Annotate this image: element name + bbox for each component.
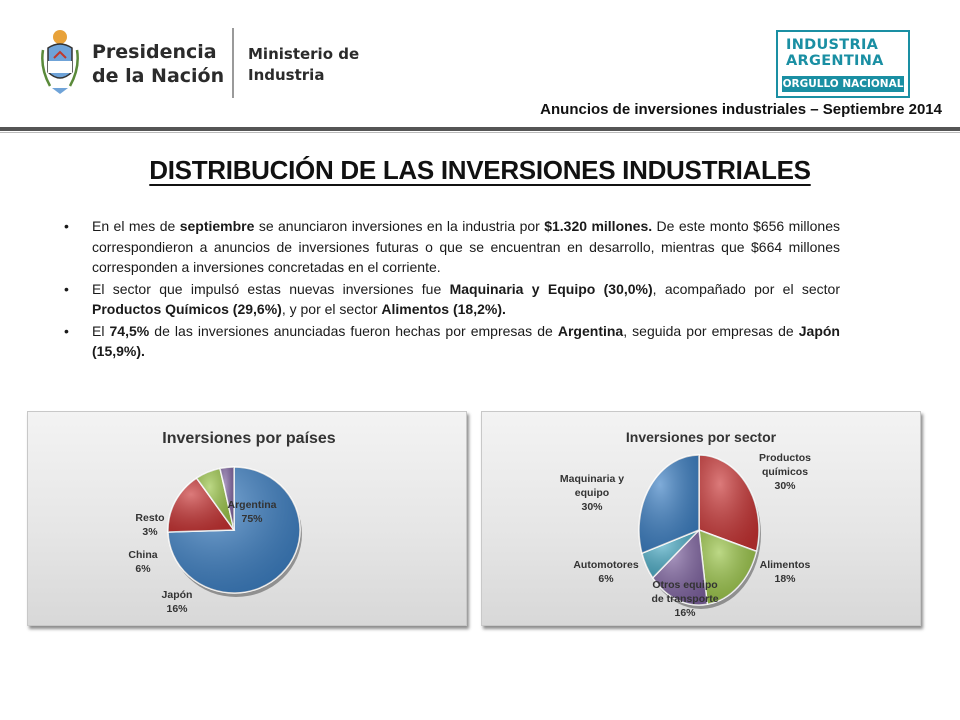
pie-label-maquinaria-y-equipo: Maquinaria y equipo 30% [559,473,625,513]
header [0,0,960,130]
industria-argentina-logo: INDUSTRIA ARGENTINA ORGULLO NACIONAL [776,30,910,98]
chart-title: Inversiones por países [162,430,336,447]
header-divider [0,127,960,131]
pie-chart-sectors [482,412,922,627]
bullet-item: • El 74,5% de las inversiones anunciadas fueron hechas por empresas de Argentina, seguida por empresas de Japón (15,9%). [64,321,840,362]
pie-label-china: China 6% [128,549,158,575]
presidencia-name: Presidencia de la Nación [92,41,225,87]
bullet-list [64,216,840,363]
pie-label-japon: Japón 16% [161,589,193,615]
ministry-name: Ministerio de Industria [248,45,360,84]
page-title: DISTRIBUCIÓN DE LAS INVERSIONES INDUSTRIALES [149,155,811,185]
pie-label-argentina: Argentina 75% [227,499,277,525]
chart-panel-sectors [481,411,921,626]
chart-title: Inversiones por sector [625,429,777,445]
pie-label-resto: Resto 3% [135,512,165,538]
chart-panel-countries [27,411,467,626]
pie-label-alimentos: Alimentos 18% [759,559,811,585]
bullet-item: • El sector que impulsó estas nuevas inversiones fue Maquinaria y Equipo (30,0%), acompañado por el sector Productos Químicos (29,6%), y por el sector Alimentos (18,2%). [64,279,840,320]
presidencia-logo [40,28,380,102]
pie-label-automotores: Automotores 6% [573,559,639,585]
header-divider-thin [0,132,960,133]
logo-divider [232,28,234,98]
pie-label-productos-quimicos: Productos químicos 30% [759,452,811,492]
bullet-item: • En el mes de septiembre se anunciaron inversiones en la industria por $1.320 millones. De este monto $656 millones correspondieron a anuncios de inversiones futuras o que se encuentran en desarrollo, mientras que $664 millones corresponden a inversiones concretadas en el corriente. [64,216,840,278]
page-subtitle: Anuncios de inversiones industriales – Septiembre 2014 [540,101,942,118]
pie-label-otros-equipo-de-transporte: Otros equipo de transporte 16% [651,579,719,619]
pie-chart-countries [28,412,468,627]
coat-of-arms-icon [40,28,80,98]
